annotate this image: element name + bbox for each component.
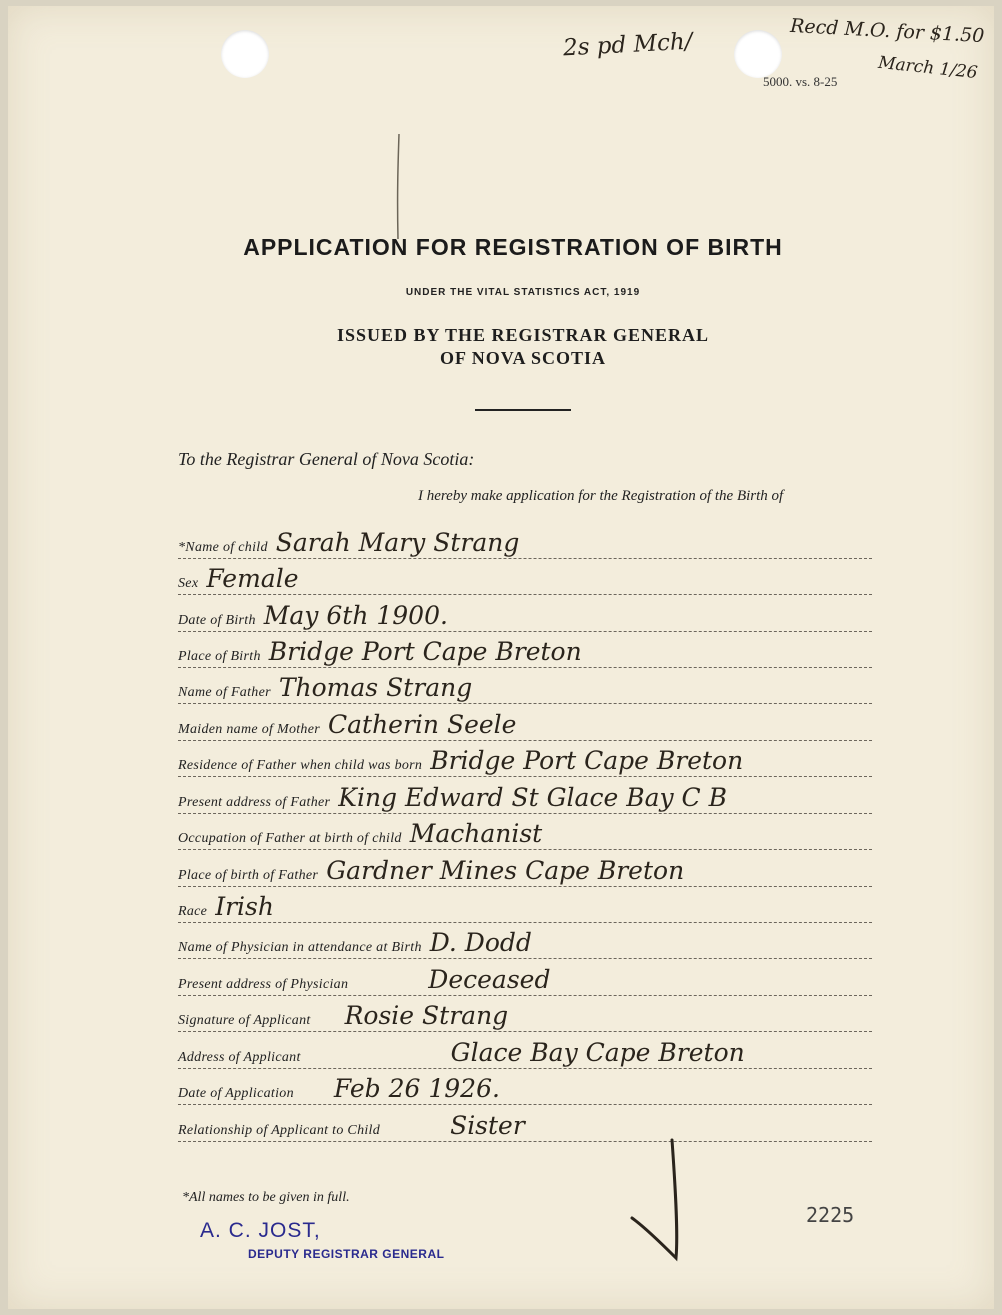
intro-text: I hereby make application for the Registration of the Birth of	[418, 488, 784, 504]
field-label: Residence of Father when child was born	[178, 758, 423, 773]
field-label: Present address of Physician	[178, 977, 349, 992]
field-value: Sister	[450, 1111, 525, 1140]
field-value: Rosie Strang	[344, 1001, 509, 1030]
title-divider	[475, 409, 571, 411]
field-value: Glace Bay Cape Breton	[450, 1038, 745, 1067]
field-value: Thomas Strang	[278, 673, 473, 702]
field-name-of-child	[178, 530, 872, 559]
form-code: 5000. vs. 8-25	[763, 74, 838, 89]
field-present-address-of-father	[178, 785, 872, 814]
field-occupation-of-father	[178, 821, 872, 850]
field-value: Deceased	[428, 965, 551, 994]
document-page	[8, 6, 994, 1309]
field-value: Irish	[215, 892, 274, 921]
field-date-of-birth	[178, 603, 872, 632]
field-label: Sex	[178, 576, 199, 591]
field-value: Gardner Mines Cape Breton	[326, 856, 685, 885]
handwritten-receipt-date: March 1/26	[877, 52, 979, 84]
issuer-line-1: ISSUED BY THE REGISTRAR GENERAL	[336, 325, 710, 345]
field-label: Name of Father	[178, 685, 271, 700]
field-value: Machanist	[409, 819, 543, 848]
field-value: Bridge Port Cape Breton	[430, 746, 744, 775]
field-value: Female	[206, 564, 299, 593]
act-subtitle: UNDER THE VITAL STATISTICS ACT, 1919	[405, 287, 641, 298]
field-label: *Name of child	[178, 540, 268, 555]
footnote: *All names to be given in full.	[182, 1190, 350, 1205]
salutation: To the Registrar General of Nova Scotia:	[178, 449, 475, 469]
pencil-mark-icon	[396, 134, 401, 239]
field-place-of-birth-of-father	[178, 858, 872, 887]
field-present-address-of-physician	[178, 967, 872, 996]
field-race	[178, 894, 872, 923]
field-label: Signature of Applicant	[178, 1013, 311, 1028]
field-label: Date of Application	[178, 1086, 294, 1101]
field-name-of-father	[178, 675, 872, 704]
field-label: Maiden name of Mother	[178, 722, 320, 737]
field-value: King Edward St Glace Bay C B	[338, 783, 727, 812]
checkmark-icon	[628, 1136, 698, 1266]
field-signature-of-applicant	[178, 1003, 872, 1032]
field-label: Relationship of Applicant to Child	[178, 1123, 381, 1138]
field-value: Bridge Port Cape Breton	[268, 637, 582, 666]
field-label: Occupation of Father at birth of child	[178, 831, 402, 846]
stamp-title: DEPUTY REGISTRAR GENERAL	[248, 1247, 445, 1261]
field-date-of-application	[178, 1076, 872, 1105]
issuer-line-2: OF NOVA SCOTIA	[439, 348, 607, 368]
field-maiden-name-of-mother	[178, 712, 872, 741]
field-value: D. Dodd	[429, 928, 532, 957]
field-label: Address of Applicant	[178, 1050, 301, 1065]
form-title: APPLICATION FOR REGISTRATION OF BIRTH	[243, 234, 783, 260]
punch-hole-right	[734, 30, 782, 78]
field-name-of-physician	[178, 930, 872, 959]
field-value: Sarah Mary Strang	[275, 528, 520, 557]
field-relationship-of-applicant	[178, 1113, 872, 1142]
field-address-of-applicant	[178, 1040, 872, 1069]
field-label: Place of Birth	[178, 649, 261, 664]
handwritten-receipt-note: Recd M.O. for $1.50	[789, 14, 985, 48]
field-value: Feb 26 1926.	[333, 1074, 500, 1103]
issuer-block	[8, 324, 1002, 370]
field-sex	[178, 566, 872, 595]
punch-hole-left	[221, 30, 269, 78]
field-value: Catherin Seele	[328, 710, 517, 739]
field-label: Place of birth of Father	[178, 868, 319, 883]
field-value: May 6th 1900.	[263, 601, 448, 630]
stamp-name: A. C. JOST,	[200, 1219, 321, 1242]
field-residence-of-father	[178, 748, 872, 777]
handwritten-payment-note: 2s pd Mch/	[562, 28, 694, 62]
serial-number: 2225	[806, 1203, 855, 1227]
field-label: Present address of Father	[178, 795, 331, 810]
field-place-of-birth	[178, 639, 872, 668]
field-label: Date of Birth	[178, 613, 256, 628]
field-label: Race	[178, 904, 208, 919]
field-label: Name of Physician in attendance at Birth	[178, 940, 422, 955]
